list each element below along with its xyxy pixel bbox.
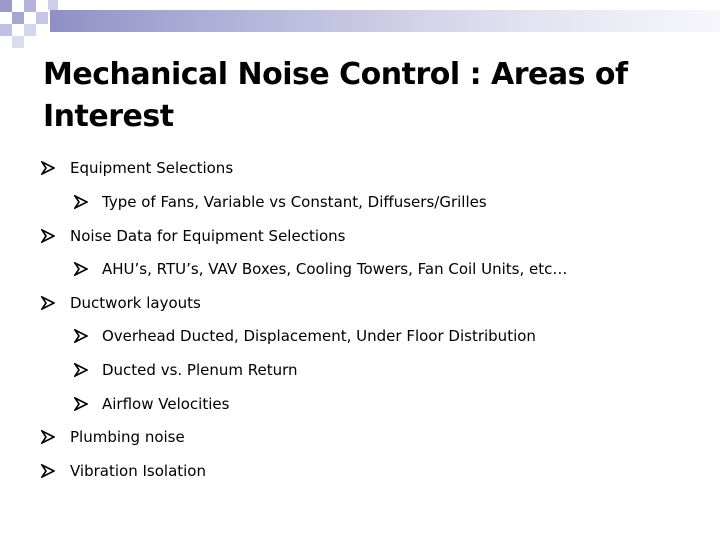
bullet-text: Ductwork layouts (70, 294, 201, 312)
bullet-text: Vibration Isolation (70, 462, 206, 480)
slide-title-line-2: Interest (43, 99, 174, 134)
arrow-bullet-icon (74, 363, 88, 377)
bullet-item (41, 157, 233, 179)
bullet-text: Overhead Ducted, Displacement, Under Floor Distribution (102, 327, 536, 345)
bullet-item (41, 292, 201, 314)
arrow-bullet-icon (41, 296, 55, 310)
arrow-bullet-icon (74, 262, 88, 276)
bullet-text: AHU’s, RTU’s, VAV Boxes, Cooling Towers, Fan Coil Units, etc… (102, 260, 568, 278)
bullet-text: Ducted vs. Plenum Return (102, 361, 298, 379)
arrow-bullet-icon (41, 229, 55, 243)
arrow-bullet-icon (74, 329, 88, 343)
arrow-bullet-icon (74, 397, 88, 411)
bullet-text: Plumbing noise (70, 428, 185, 446)
arrow-bullet-icon (41, 430, 55, 444)
bullet-item (74, 258, 567, 280)
bullet-item (41, 225, 346, 247)
bullet-item (41, 426, 185, 448)
bullet-item (74, 393, 229, 415)
arrow-bullet-icon (41, 464, 55, 478)
slide-title-line-1: Mechanical Noise Control : Areas of (43, 57, 628, 92)
bullet-text: Equipment Selections (70, 159, 234, 177)
bullet-text: Noise Data for Equipment Selections (70, 227, 346, 245)
bullet-text: Airflow Velocities (102, 395, 230, 413)
bullet-item (74, 191, 487, 213)
arrow-bullet-icon (41, 161, 55, 175)
bullet-item (74, 325, 536, 347)
bullet-item (74, 359, 298, 381)
bullet-item (41, 460, 206, 482)
arrow-bullet-icon (74, 195, 88, 209)
bullet-text: Type of Fans, Variable vs Constant, Diffusers/Grilles (102, 193, 487, 211)
